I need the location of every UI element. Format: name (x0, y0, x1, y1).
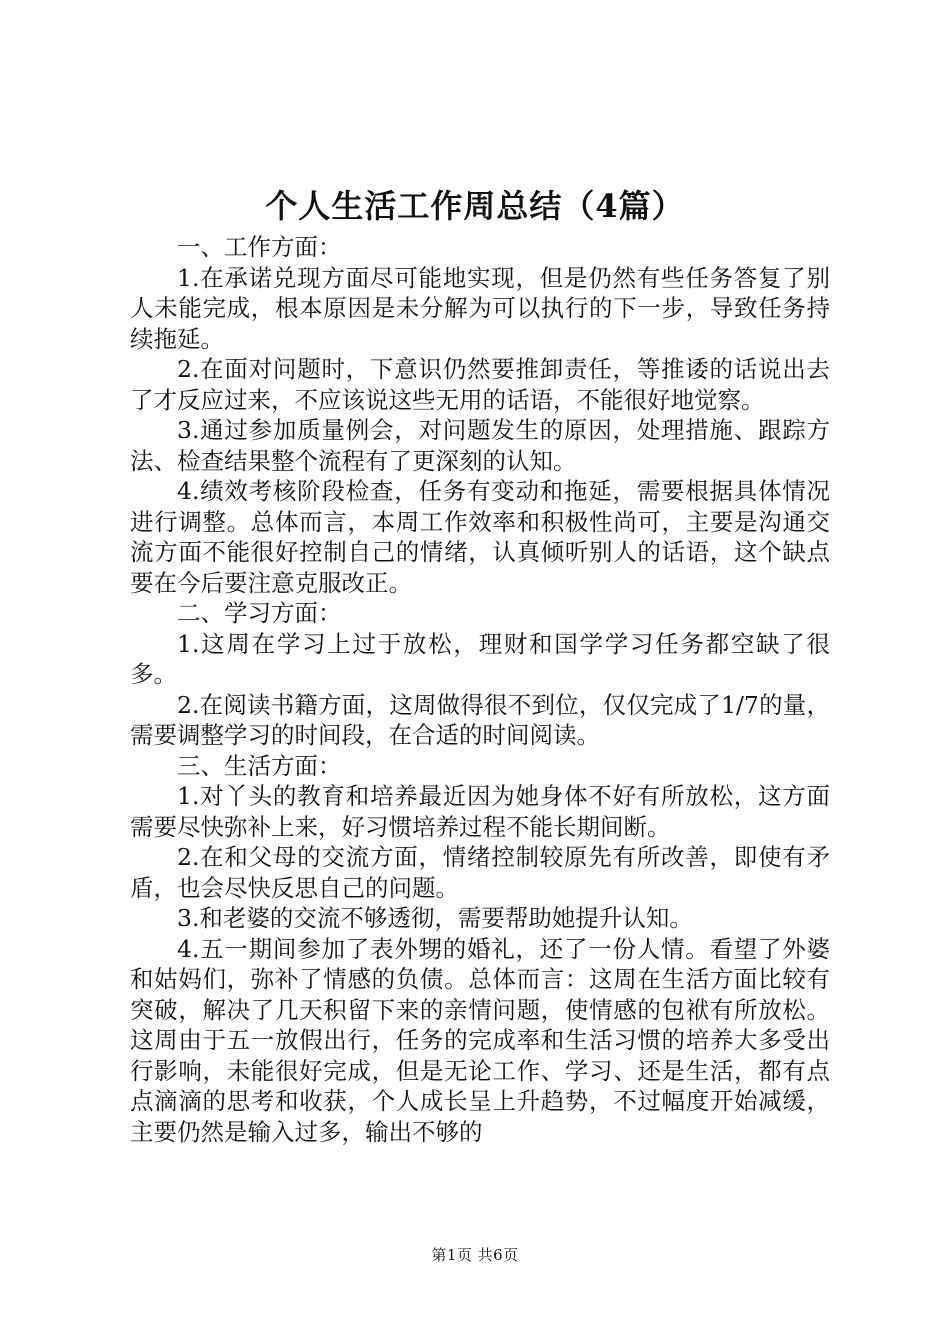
document-title: 个人生活工作周总结（4篇） (265, 187, 685, 225)
paragraph: 1.在承诺兑现方面尽可能地实现，但是仍然有些任务答复了别人未能完成，根本原因是未分解为可以执行的下一步，导致任务持续拖延。 (130, 263, 830, 353)
paragraph: 3.通过参加质量例会，对问题发生的原因，处理措施、跟踪方法、检查结果整个流程有了更深刻的认知。 (130, 416, 830, 475)
paragraph: 1.这周在学习上过于放松，理财和国学学习任务都空缺了很多。 (130, 629, 830, 688)
paragraph: 2.在和父母的交流方面，情绪控制较原先有所改善，即使有矛盾，也会尽快反思自己的问题。 (130, 843, 830, 902)
paragraph: 2.在面对问题时，下意识仍然要推卸责任，等推诿的话说出去了才反应过来，不应该说这些无用的话语，不能很好地觉察。 (130, 355, 830, 414)
paragraph: 2.在阅读书籍方面，这周做得很不到位，仅仅完成了1/7的量，需要调整学习的时间段，在合适的时间阅读。 (130, 690, 830, 749)
section-heading-work: 一、工作方面： (177, 233, 342, 261)
paragraph: 1.对丫头的教育和培养最近因为她身体不好有所放松，这方面需要尽快弥补上来，好习惯培养过程不能长期间断。 (130, 782, 830, 841)
paragraph: 4.五一期间参加了表外甥的婚礼，还了一份人情。看望了外婆和姑妈们，弥补了情感的负债。总体而言：这周在生活方面比较有突破，解决了几天积留下来的亲情问题，使情感的包袱有所放松。这周由于五一放假出行，任务的完成率和生活习惯的培养大多受出行影响，未能很好完成，但是无论工作、学习、还是生活，都有点点滴滴的思考和收获，个人成长呈上升趋势，不过幅度开始减缓，主要仍然是输入过多，输出不够的 (130, 934, 830, 1146)
page-number-footer: 第1页 共6页 (431, 1246, 519, 1264)
document-body (130, 232, 830, 1147)
section-heading-life: 三、生活方面： (177, 751, 342, 780)
section-heading-study: 二、学习方面： (177, 599, 342, 627)
paragraph: 3.和老婆的交流不够透彻，需要帮助她提升认知。 (177, 904, 693, 932)
paragraph: 4.绩效考核阶段检查，任务有变动和拖延，需要根据具体情况进行调整。总体而言，本周工作效率和积极性尚可，主要是沟通交流方面不能很好控制自己的情绪，认真倾听别人的话语，这个缺点要在今后要注意克服改正。 (130, 477, 830, 597)
